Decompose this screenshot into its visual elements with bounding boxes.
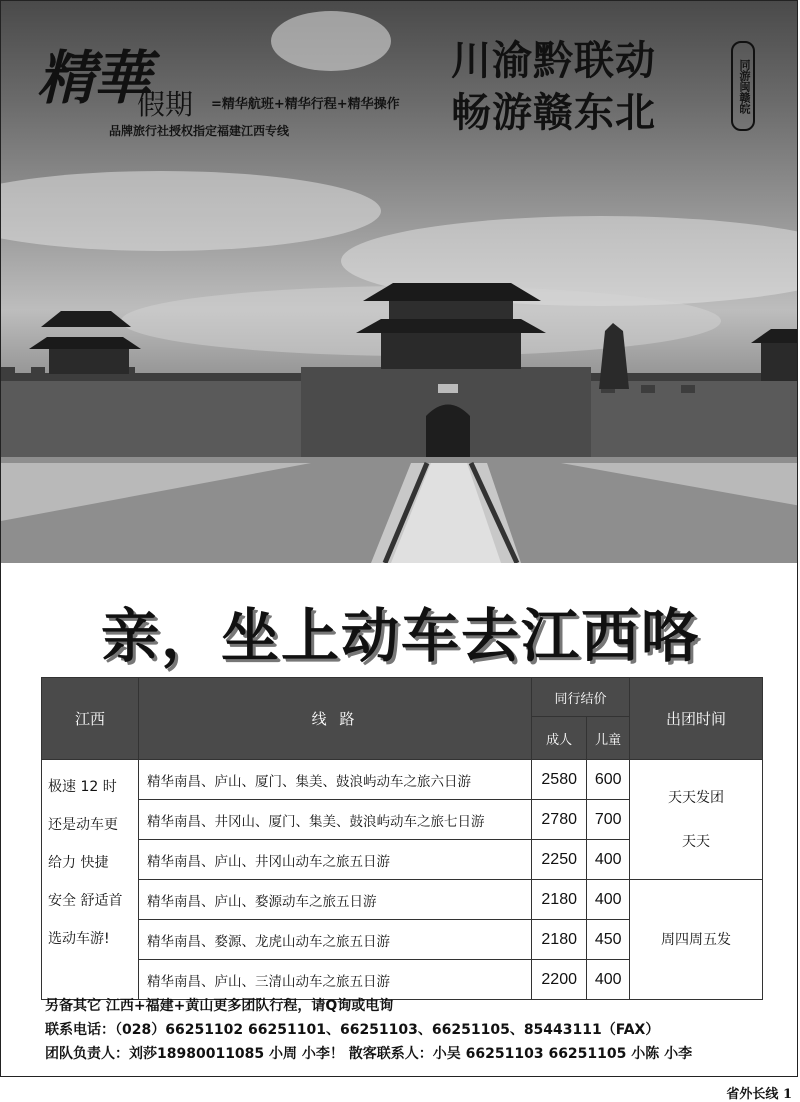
child-price: 400 xyxy=(587,960,630,1000)
headline-line-2: 畅游赣东北 xyxy=(451,90,656,136)
route-name: 精华南昌、婺源、龙虎山动车之旅五日游 xyxy=(139,920,532,960)
adult-price: 2580 xyxy=(532,760,587,800)
brand-slogan: =精华航班+精华行程+精华操作 xyxy=(211,97,400,112)
depart-schedule-weekly: 周四周五发 xyxy=(630,880,763,1000)
header-route: 线 路 xyxy=(139,678,532,760)
headline-line-1: 川渝黔联动 xyxy=(451,38,656,84)
route-name: 精华南昌、庐山、婺源动车之旅五日游 xyxy=(139,880,532,920)
header-child: 儿童 xyxy=(587,717,630,760)
child-price: 600 xyxy=(587,760,630,800)
child-price: 450 xyxy=(587,920,630,960)
route-price-table xyxy=(41,677,763,1000)
brand-tagline: 品牌旅行社授权指定福建江西专线 xyxy=(109,124,290,138)
header-region: 江西 xyxy=(42,678,139,760)
side-note-line: 给力 快捷 xyxy=(48,855,109,871)
route-name: 精华南昌、庐山、厦门、集美、鼓浪屿动车之旅六日游 xyxy=(139,760,532,800)
table-header-row xyxy=(42,678,763,717)
adult-price: 2180 xyxy=(532,920,587,960)
depart-text: 天天发团 xyxy=(668,789,724,806)
footer-more-itineraries: 另备其它 江西+福建+黄山更多团队行程，请Q询或电询 xyxy=(45,998,394,1014)
brand-logo-mark: 精華 xyxy=(37,44,150,112)
side-note-line: 还是动车更 xyxy=(48,817,118,833)
side-note-line: 极速 12 时 xyxy=(48,779,117,795)
route-name: 精华南昌、庐山、三清山动车之旅五日游 xyxy=(139,960,532,1000)
main-title: 亲，坐上动车去江西咯 xyxy=(100,602,701,670)
child-price: 700 xyxy=(587,800,630,840)
child-price: 400 xyxy=(587,840,630,880)
adult-price: 2200 xyxy=(532,960,587,1000)
table-row xyxy=(42,880,763,920)
route-name: 精华南昌、庐山、井冈山动车之旅五日游 xyxy=(139,840,532,880)
depart-text: 天天 xyxy=(682,833,710,850)
side-note xyxy=(42,760,139,1000)
footer-contact-phones: 联系电话：（028）66251102 66251101、66251103、66251105、85443111（FAX） xyxy=(45,1022,660,1038)
adult-price: 2250 xyxy=(532,840,587,880)
header-price: 同行结价 xyxy=(532,678,630,717)
brand-logo-sub: 假期 xyxy=(137,88,194,121)
adult-price: 2180 xyxy=(532,880,587,920)
header-adult: 成人 xyxy=(532,717,587,760)
depart-schedule-daily xyxy=(630,760,763,880)
footer-contact-people: 团队负责人：刘莎18980011085 小周 小李！ 散客联系人：小吴 66251103 66251105 小陈 小李 xyxy=(45,1046,693,1062)
side-note-line: 安全 舒适首 xyxy=(48,893,123,909)
route-badge: 同游闽赣皖 xyxy=(731,41,755,131)
route-name: 精华南昌、井冈山、厦门、集美、鼓浪屿动车之旅七日游 xyxy=(139,800,532,840)
adult-price: 2780 xyxy=(532,800,587,840)
city-gate-photo xyxy=(1,1,798,563)
table-row xyxy=(42,760,763,800)
header-depart: 出团时间 xyxy=(630,678,763,760)
side-note-line: 选动车游! xyxy=(48,931,110,947)
child-price: 400 xyxy=(587,880,630,920)
page-label: 省外长线 1 xyxy=(726,1087,792,1102)
